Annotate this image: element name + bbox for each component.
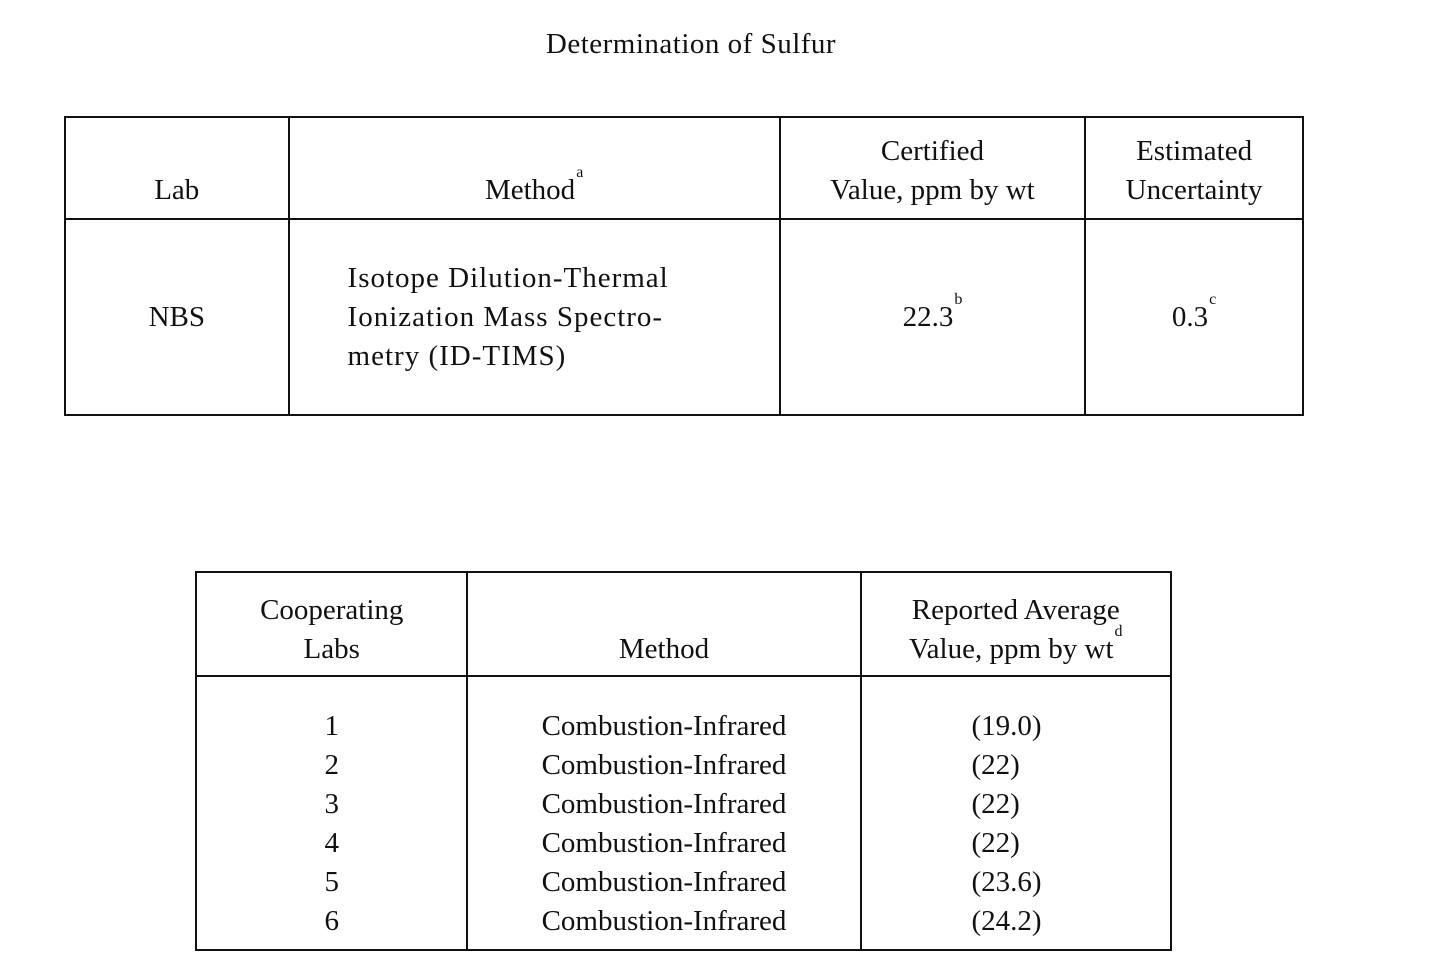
cell-value: (22) [861,785,1172,824]
cell-certified-value [780,219,1085,415]
cell-value: (22) [861,824,1172,863]
header-uncertainty-line2: Uncertainty [1125,174,1263,206]
header-value-line1: Reported Average [911,594,1120,626]
footnote-marker: b [954,290,963,308]
cell-method: Combustion-Infrared [467,824,860,863]
table-row [196,785,1171,824]
footnote-marker: a [576,164,584,181]
table-row [196,863,1171,902]
cell-method: Combustion-Infrared [467,676,860,746]
cell-value: (19.0) [861,676,1172,746]
cooperating-labs-table [195,571,1172,951]
table-row [196,746,1171,785]
header-lab [65,117,289,219]
header-certified-line1: Certified [880,135,984,167]
header-labs-line2: Labs [303,633,360,665]
header-lab-label: Lab [154,174,200,206]
cell-lab [65,219,289,415]
header-method [289,117,780,219]
cell-lab: 1 [196,676,467,746]
footnote-marker: d [1114,623,1123,640]
certified-value-table [64,116,1304,416]
cell-method: Combustion-Infrared [467,746,860,785]
cell-lab: 4 [196,824,467,863]
method-line2: Ionization Mass Spectro- [347,300,664,333]
method-line3: metry (ID-TIMS) [347,339,567,372]
header-method [467,572,860,676]
table-row [65,219,1303,415]
header-method-label: Method [618,633,710,665]
header-labs-line1: Cooperating [260,594,404,626]
header-certified-value [780,117,1085,219]
cell-method: Combustion-Infrared [467,785,860,824]
cell-value: (23.6) [861,863,1172,902]
table-header-row [196,572,1171,676]
cell-lab: 2 [196,746,467,785]
cell-method: Combustion-Infrared [467,902,860,950]
certified-value: 22.3 [902,300,954,333]
cell-method [289,219,780,415]
page-title: Determination of Sulfur [545,28,837,60]
method-line1: Isotope Dilution-Thermal [347,261,669,294]
table-row [196,902,1171,950]
cell-value: (22) [861,746,1172,785]
table-row [196,676,1171,746]
cell-lab: 3 [196,785,467,824]
cell-lab: 6 [196,902,467,950]
footnote-marker: c [1209,290,1217,308]
header-uncertainty-line1: Estimated [1136,135,1253,167]
table-header-row [65,117,1303,219]
header-reported-average [861,572,1172,676]
cell-lab: 5 [196,863,467,902]
cell-method: Combustion-Infrared [467,863,860,902]
table-row [196,824,1171,863]
header-value-line2-text: Value, ppm by wt [908,633,1114,665]
header-certified-line2: Value, ppm by wt [830,174,1035,206]
header-estimated-uncertainty [1085,117,1303,219]
header-method-label: Method [484,174,576,206]
uncertainty-value: 0.3 [1171,300,1209,333]
header-value-line2 [862,623,1171,669]
lab-value: NBS [148,300,205,333]
cell-uncertainty [1085,219,1303,415]
cell-value: (24.2) [861,902,1172,950]
header-cooperating-labs [196,572,467,676]
